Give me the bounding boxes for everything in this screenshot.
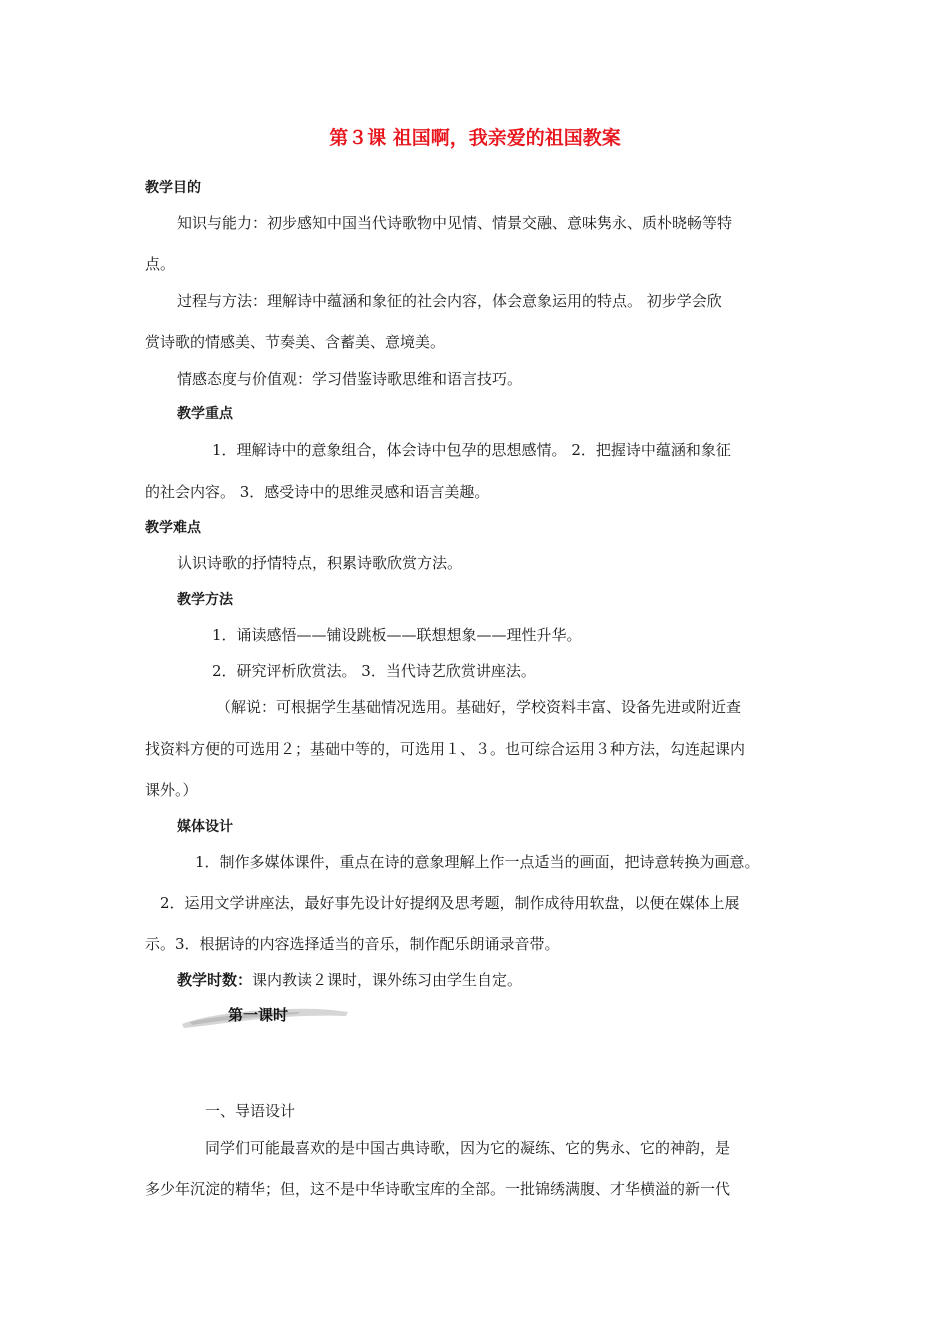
paragraph-line: 点。 [145, 255, 176, 273]
paragraph-line: 赏诗歌的情感美、节奏美、含蓄美、意境美。 [145, 333, 446, 351]
paragraph-line: 1．制作多媒体课件，重点在诗的意象理解上作一点适当的画面，把诗意转换为画意。 [195, 853, 760, 871]
paragraph-line: 2．运用文学讲座法，最好事先设计好提纲及思考题，制作成待用软盘，以便在媒体上展 [160, 894, 740, 912]
paragraph-line: 同学们可能最喜欢的是中国古典诗歌，因为它的凝练、它的隽永、它的神韵，是 [205, 1139, 731, 1157]
hours-line [177, 969, 522, 991]
key-points-heading: 教学重点 [177, 406, 233, 422]
paragraph-line: 多少年沉淀的精华；但，这不是中华诗歌宝库的全部。一批锦绣满腹、才华横溢的新一代 [145, 1180, 731, 1198]
hours-label: 教学时数： [177, 971, 253, 989]
intro-heading: 一、导语设计 [205, 1102, 296, 1120]
method-heading: 教学方法 [177, 592, 233, 608]
paragraph-line: 1．诵读感悟——铺设跳板——联想想象——理性升华。 [212, 626, 582, 644]
paragraph-line: 示。3．根据诗的内容选择适当的音乐，制作配乐朗诵录音带。 [145, 935, 560, 953]
paragraph-line: 知识与能力：初步感知中国当代诗歌物中见情、情景交融、意味隽永、质朴晓畅等特 [177, 214, 733, 232]
paragraph-line: （解说：可根据学生基础情况选用。基础好，学校资料丰富、设备先进或附近查 [216, 698, 742, 716]
paragraph-line: 过程与方法：理解诗中蕴涵和象征的社会内容，体会意象运用的特点。 初步学会欣 [177, 292, 722, 310]
hours-text: 课内教读２课时，课外练习由学生自定。 [252, 971, 523, 989]
lesson-banner-label: 第一课时 [228, 1006, 289, 1024]
objectives-heading: 教学目的 [145, 180, 201, 196]
paragraph-line: 的社会内容。 3．感受诗中的思维灵感和语言美趣。 [145, 483, 490, 501]
paragraph-line: 1．理解诗中的意象组合，体会诗中包孕的思想感情。 2．把握诗中蕴涵和象征 [212, 441, 731, 459]
paragraph-line: 找资料方便的可选用２；基础中等的，可选用１、３。也可综合运用３种方法，勾连起课内 [145, 740, 746, 758]
paragraph-line: 课外。） [145, 781, 198, 799]
paragraph-line: 2．研究评析欣赏法。 3．当代诗艺欣赏讲座法。 [212, 662, 536, 680]
difficulty-heading: 教学难点 [145, 520, 201, 536]
media-heading: 媒体设计 [177, 819, 233, 835]
paragraph-line: 情感态度与价值观：学习借鉴诗歌思维和语言技巧。 [177, 370, 523, 388]
paragraph-line: 认识诗歌的抒情特点，积累诗歌欣赏方法。 [177, 554, 463, 572]
page-title: 第３课 祖国啊，我亲爱的祖国教案 [329, 127, 621, 149]
